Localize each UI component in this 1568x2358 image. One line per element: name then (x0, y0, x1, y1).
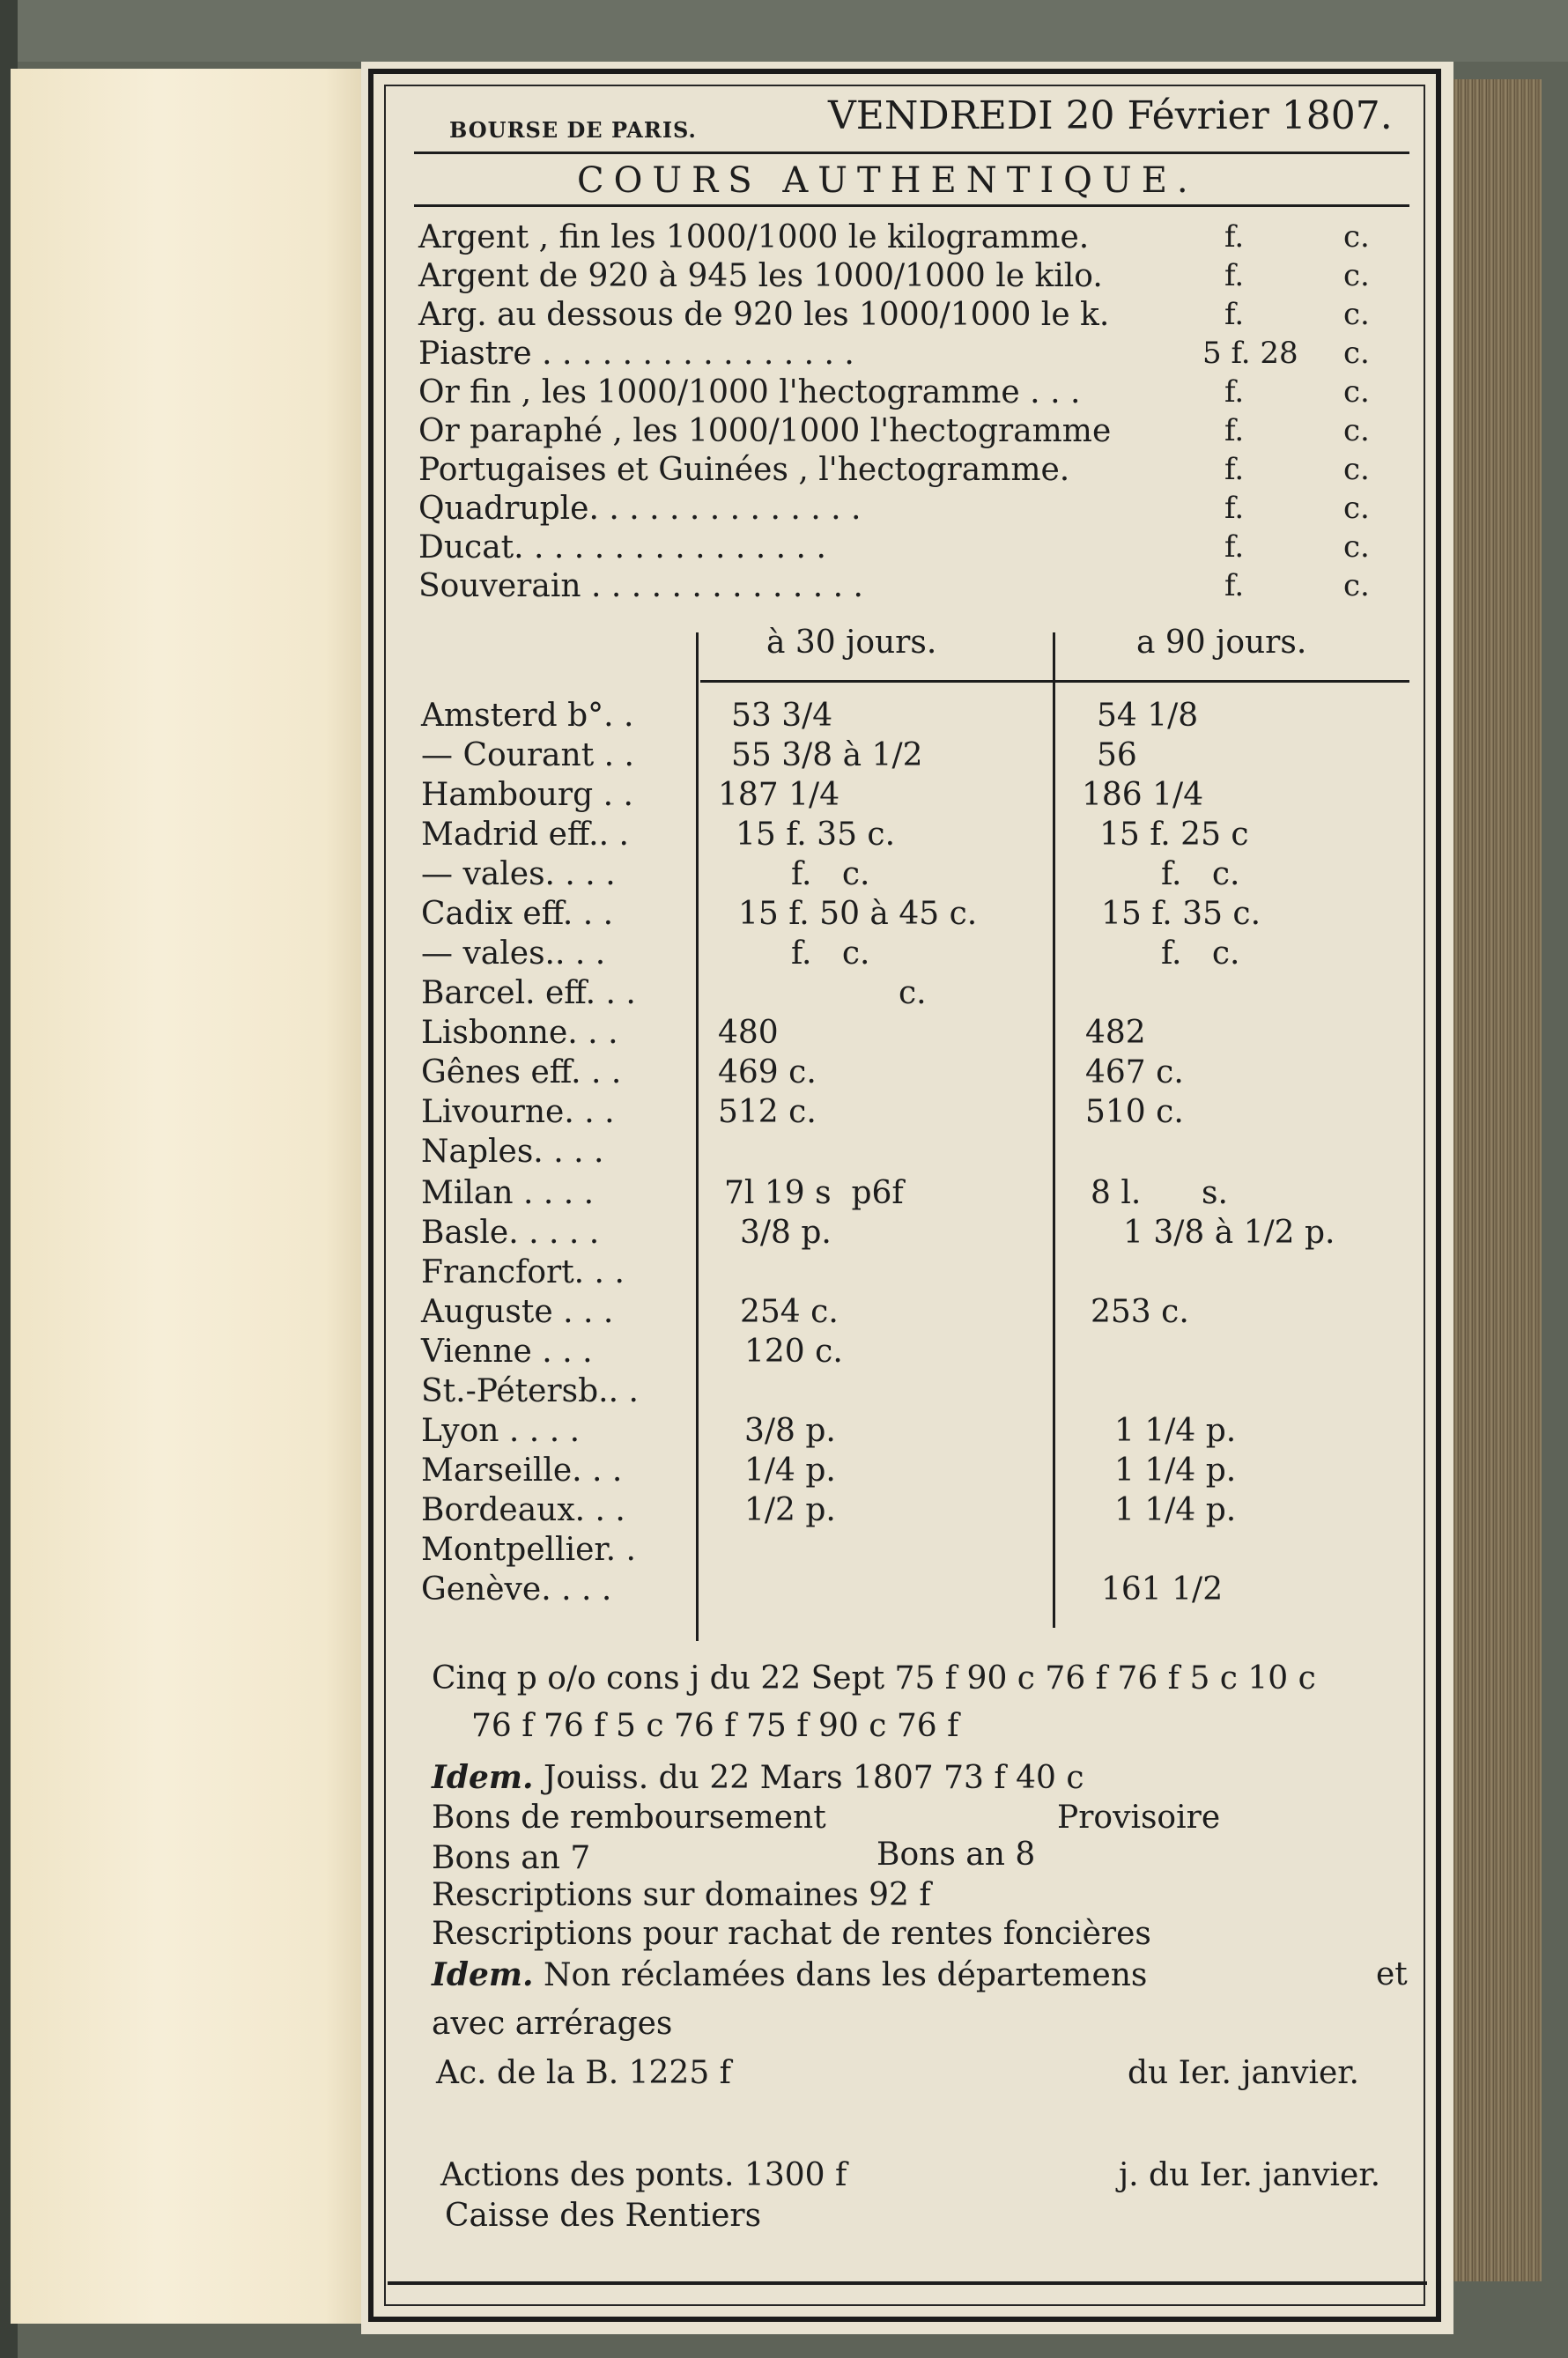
exchange-90-day: f. c. (1161, 935, 1240, 972)
metal-centimes: c. (1343, 568, 1370, 603)
rentes-line: Cinq p o/o cons j du 22 Sept 75 f 90 c 76 f 76 f 5 c 10 c (432, 1660, 1316, 1696)
exchange-90-day: 467 c. (1085, 1054, 1184, 1090)
exchange-90-day: 56 (1097, 737, 1137, 773)
exchange-place: Cadix eff. . . (421, 896, 614, 932)
jouissance-janvier: du Ier. janvier. (1128, 2055, 1360, 2091)
exchange-header-90: a 90 jours. (1136, 625, 1307, 661)
exchange-90-day: 1 1/4 p. (1114, 1452, 1237, 1489)
metal-francs: f. (1224, 452, 1245, 487)
blank-left-page (11, 69, 381, 2324)
header-date: VENDREDI 20 Février 1807. (828, 93, 1393, 138)
metal-centimes: c. (1343, 336, 1370, 371)
idem-value: Jouiss. du 22 Mars 1807 73 f 40 c (544, 1760, 1084, 1796)
metal-francs: f. (1224, 491, 1245, 526)
exchange-place: Lisbonne. . . (421, 1015, 618, 1051)
metal-centimes: c. (1343, 258, 1370, 293)
rentes-line: 76 f 76 f 5 c 76 f 75 f 90 c 76 f (471, 1708, 959, 1744)
exchange-place: Francfort. . . (421, 1254, 625, 1290)
jouissance-janvier: j. du Ier. janvier. (1119, 2157, 1381, 2193)
rescriptions-domaines: Rescriptions sur domaines 92 f (432, 1877, 931, 1913)
exchange-place: Montpellier. . (421, 1532, 636, 1568)
bons-an-8: Bons an 8 (876, 1837, 1036, 1873)
header-bourse: BOURSE DE PARIS. (449, 117, 697, 143)
exchange-place: Milan . . . . (421, 1175, 595, 1211)
metal-centimes: c. (1343, 491, 1370, 526)
metal-label: Argent , fin les 1000/1000 le kilogramme. (418, 219, 1090, 255)
exchange-90-day: 186 1/4 (1082, 777, 1204, 813)
metal-label: Piastre . . . . . . . . . . . . . . . . (418, 336, 854, 372)
bottom-rule (388, 2281, 1427, 2285)
exchange-90-day: f. c. (1161, 856, 1240, 892)
exchange-30-day: 469 c. (718, 1054, 817, 1090)
metal-centimes: c. (1343, 529, 1370, 565)
exchange-30-day: 55 3/8 à 1/2 (731, 737, 923, 773)
metal-centimes: c. (1343, 452, 1370, 487)
metal-francs: f. (1224, 374, 1245, 410)
exchange-place: Auguste . . . (421, 1294, 614, 1330)
exchange-30-day: 187 1/4 (718, 777, 840, 813)
exchange-place: Madrid eff.. . (421, 817, 629, 853)
metal-francs: f. (1224, 219, 1245, 255)
exchange-90-day: 8 l. s. (1091, 1175, 1228, 1211)
exchange-30-day: 1/4 p. (744, 1452, 836, 1489)
exchange-90-day: 510 c. (1085, 1094, 1184, 1130)
idem-label: Idem. (432, 1759, 534, 1796)
exchange-place: Vienne . . . (421, 1334, 593, 1370)
exchange-30-day: 254 c. (740, 1294, 839, 1330)
metal-francs: f. (1224, 297, 1245, 332)
exchange-place: St.-Pétersb.. . (421, 1373, 639, 1409)
provisoire: Provisoire (1057, 1800, 1221, 1836)
rule-under-header (414, 152, 1409, 154)
exchange-30-day: 7l 19 s p6f (724, 1175, 904, 1211)
exchange-30-day: 3/8 p. (740, 1215, 832, 1251)
metal-francs: f. (1224, 413, 1245, 448)
metal-centimes: c. (1343, 413, 1370, 448)
exchange-place: Genève. . . . (421, 1571, 612, 1608)
metal-label: Argent de 920 à 945 les 1000/1000 le kilo. (418, 258, 1103, 294)
bons-remboursement: Bons de remboursement (432, 1800, 826, 1836)
exchange-30-day: 15 f. 50 à 45 c. (738, 896, 978, 932)
exchange-place: Marseille. . . (421, 1452, 623, 1489)
idem-jouissance (432, 1759, 1084, 1796)
idem-label: Idem. (432, 1956, 534, 1993)
exchange-place: Livourne. . . (421, 1094, 615, 1130)
exchange-90-day: 54 1/8 (1097, 698, 1199, 734)
caisse-rentiers: Caisse des Rentiers (445, 2198, 762, 2234)
page-title: COURS AUTHENTIQUE. (577, 160, 1198, 201)
exchange-30-day: 512 c. (718, 1094, 817, 1130)
exchange-30-day: 15 f. 35 c. (736, 817, 896, 853)
exchange-30-day: 53 3/4 (731, 698, 833, 734)
exchange-90-day: 161 1/2 (1101, 1571, 1224, 1608)
exchange-30-day: 120 c. (744, 1334, 843, 1370)
bons-an-7: Bons an 7 (432, 1840, 591, 1876)
exchange-30-day: f. c. (791, 935, 870, 972)
metal-label: Portugaises et Guinées , l'hectogramme. (418, 452, 1070, 488)
arrerages: avec arrérages (432, 2006, 673, 2042)
exchange-30-day: 1/2 p. (744, 1492, 836, 1528)
metal-centimes: c. (1343, 374, 1370, 410)
exchange-place: Lyon . . . . (421, 1413, 581, 1449)
exchange-place: Basle. . . . . (421, 1215, 600, 1251)
metal-francs: f. (1224, 258, 1245, 293)
exchange-30-day: f. c. (791, 856, 870, 892)
exchange-place: Amsterd b°. . (421, 698, 634, 734)
exchange-30-day: 3/8 p. (744, 1413, 836, 1449)
exchange-90-day: 1 3/8 à 1/2 p. (1123, 1215, 1335, 1251)
actions-ponts: Actions des ponts. 1300 f (440, 2157, 847, 2193)
exchange-header-30: à 30 jours. (766, 625, 937, 661)
exchange-place: Naples. . . . (421, 1134, 604, 1170)
exchange-place: — Courant . . (421, 737, 634, 773)
idem-value: Non réclamées dans les départemens (544, 1957, 1148, 1993)
metal-francs: f. (1224, 529, 1245, 565)
exchange-90-day: 482 (1085, 1015, 1146, 1051)
rule-under-title (414, 204, 1409, 207)
metal-label: Quadruple. . . . . . . . . . . . . . (418, 491, 862, 527)
exchange-place: Barcel. eff. . . (421, 975, 636, 1011)
exchange-90-day: 15 f. 35 c. (1101, 896, 1261, 932)
metal-label: Ducat. . . . . . . . . . . . . . . . (418, 529, 826, 565)
exchange-90-day: 253 c. (1091, 1294, 1189, 1330)
metal-label: Arg. au dessous de 920 les 1000/1000 le k. (418, 297, 1110, 333)
exchange-column-rule-right (1053, 632, 1055, 1628)
exchange-place: — vales. . . . (421, 856, 616, 892)
exchange-90-day: 15 f. 25 c (1099, 817, 1249, 853)
et: et (1376, 1956, 1408, 1992)
exchange-30-day: c. (899, 975, 927, 1011)
metal-francs: 5 f. 28 (1202, 336, 1298, 371)
idem-non-reclamees (432, 1956, 1148, 1993)
rescriptions-rachat: Rescriptions pour rachat de rentes foncières (432, 1916, 1151, 1952)
metal-centimes: c. (1343, 297, 1370, 332)
book-fore-edge (1445, 79, 1542, 2281)
exchange-place: Gênes eff. . . (421, 1054, 622, 1090)
exchange-90-day: 1 1/4 p. (1114, 1492, 1237, 1528)
exchange-30-day: 480 (718, 1015, 779, 1051)
metal-label: Or paraphé , les 1000/1000 l'hectogramme (418, 413, 1112, 449)
metal-centimes: c. (1343, 219, 1370, 255)
exchange-place: Bordeaux. . . (421, 1492, 625, 1528)
metal-label: Souverain . . . . . . . . . . . . . . (418, 568, 863, 604)
background-top (0, 0, 1568, 62)
exchange-place: — vales.. . . (421, 935, 606, 972)
metal-label: Or fin , les 1000/1000 l'hectogramme . . . (418, 374, 1081, 410)
exchange-90-day: 1 1/4 p. (1114, 1413, 1237, 1449)
exchange-place: Hambourg . . (421, 777, 633, 813)
actions-banque: Ac. de la B. 1225 f (436, 2055, 731, 2091)
exchange-column-rule-left (696, 632, 699, 1641)
metal-francs: f. (1224, 568, 1245, 603)
